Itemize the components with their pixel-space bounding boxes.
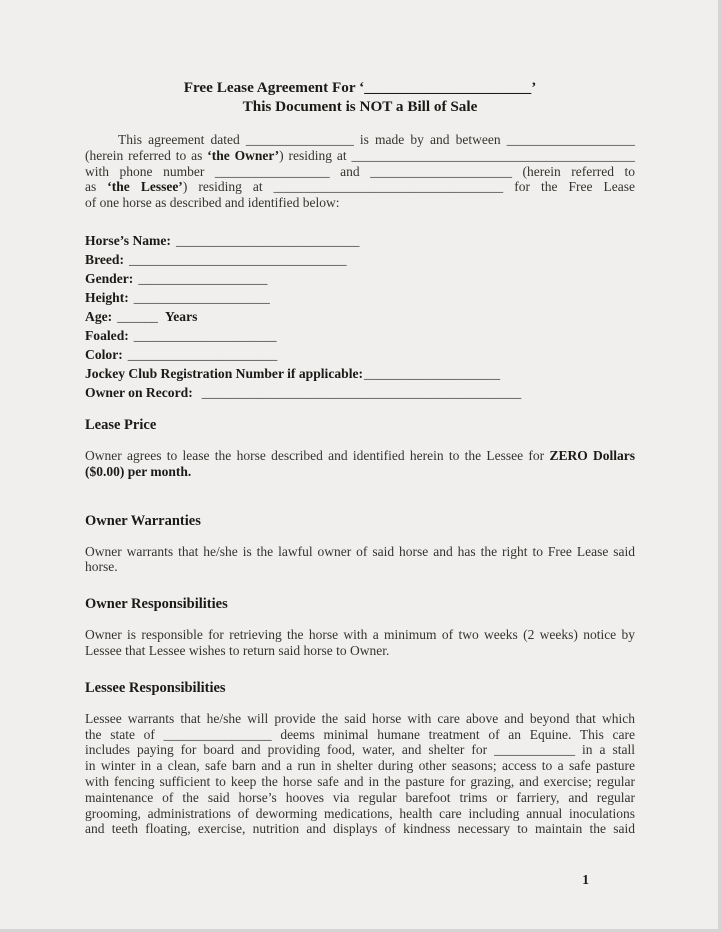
body-text: Owner agrees to lease the horse described and identified herein to the Lessee for [85, 447, 550, 463]
age-row [85, 307, 635, 326]
intro-text: (herein referred to as [85, 147, 208, 163]
field-label: Height: [85, 289, 129, 305]
lessee-address-blank: __________________________________ [273, 179, 504, 195]
document-header [85, 78, 635, 116]
lessee-term: ‘the Lessee’ [107, 179, 183, 195]
lessee-line-1: Lessee warrants that he/she will provide the said horse with care above and beyond that which [85, 710, 635, 726]
lessee-responsibilities-heading: Lessee Responsibilities [85, 679, 226, 696]
field-label: Breed: [85, 251, 125, 267]
state-blank: ________________ [163, 726, 272, 742]
height-blank: ____________________ [133, 289, 270, 305]
horse-details-section [85, 231, 635, 402]
page-number: 1 [582, 872, 589, 888]
field-label: Horse’s Name: [85, 232, 171, 248]
lease-price-paragraph [85, 448, 635, 480]
field-label: Owner on Record: [85, 384, 193, 400]
lessee-responsibilities-paragraph [85, 711, 635, 837]
field-label: Foaled: [85, 327, 129, 343]
phone-blank: _________________ [214, 163, 330, 179]
owner-warranties-paragraph [85, 544, 635, 576]
lessee-line-6: maintenance of the said horse’s hooves via regular barefoot trims or farriery, and regular [85, 789, 635, 805]
breed-row [85, 250, 635, 269]
lessee-line-3 [85, 742, 635, 758]
intro-line-1 [85, 132, 635, 148]
owner-on-record-row [85, 383, 635, 402]
horse-name-blank: ___________________________ [175, 232, 360, 248]
lessee-line-2 [85, 727, 635, 743]
title-closing-quote: ’ [531, 79, 537, 96]
gender-blank: ___________________ [138, 270, 268, 286]
intro-text: with phone number [85, 163, 215, 179]
field-label: Gender: [85, 270, 134, 286]
registration-number-blank: ____________________ [364, 365, 500, 381]
lease-price-heading: Lease Price [85, 416, 157, 433]
intro-text: and [329, 163, 371, 179]
body-text: includes paying for board and providing food, water, and shelter for [85, 742, 495, 758]
intro-text: (herein referred to [511, 163, 635, 179]
date-blank: ________________ [245, 132, 354, 147]
field-label: Age: [85, 308, 113, 324]
title-text: Free Lease Agreement For ‘ [183, 79, 365, 96]
owner-name-blank: ___________________ [506, 132, 635, 147]
age-blank: ______ [117, 308, 158, 324]
owner-responsibilities-line-2: Lessee that Lessee wishes to return said horse to Owner. [85, 642, 390, 658]
foaled-blank: _____________________ [133, 327, 277, 343]
body-text: the state of [85, 726, 164, 742]
zero-dollars-emphasis: ZERO Dollars [549, 447, 635, 463]
owner-responsibilities-line-1: Owner is responsible for retrieving the horse with a minimum of two weeks (2 weeks) notice by [85, 627, 635, 643]
lessee-name-blank: _____________________ [370, 163, 512, 179]
jockey-club-registration-row [85, 364, 635, 383]
intro-line-2 [85, 148, 635, 164]
color-blank: ______________________ [127, 346, 278, 362]
height-row [85, 288, 635, 307]
owner-warranties-heading: Owner Warranties [85, 512, 201, 529]
document-title-line1 [85, 78, 635, 97]
intro-line-4 [85, 179, 635, 195]
intro-paragraph [85, 132, 635, 211]
document-subtitle: This Document is NOT a Bill of Sale [242, 98, 478, 115]
lease-price-line-2 [85, 464, 635, 480]
shelter-blank: ____________ [494, 742, 576, 758]
intro-text: for the Free Lease [503, 179, 635, 195]
foaled-row [85, 326, 635, 345]
color-row [85, 345, 635, 364]
owner-term: ‘the Owner’ [207, 147, 280, 163]
owner-on-record-blank: _______________________________________________ [201, 384, 522, 400]
horse-name-row [85, 231, 635, 250]
owner-warranties-line-1: Owner warrants that he/she is the lawful owner of said horse and has the right to Free Lease said [85, 543, 635, 559]
age-units-label: Years [164, 308, 198, 324]
intro-line-5: of one horse as described and identified below: [85, 195, 340, 211]
owner-warranties-line-2: horse. [85, 559, 118, 575]
per-month-emphasis: ($0.00) per month. [85, 463, 192, 479]
lease-price-line-1 [85, 448, 635, 464]
lessee-line-4: in winter in a clean, safe barn and a run in shelter during other seasons; access to a safe pasture [85, 758, 635, 774]
intro-text: as [85, 179, 108, 195]
body-text: deems minimal humane treatment of an Equine. This care [271, 726, 635, 742]
intro-text: ) residing at [279, 147, 352, 163]
intro-line-3 [85, 164, 635, 180]
body-text: in a stall [575, 742, 635, 758]
intro-text: is made by and between [353, 132, 507, 147]
title-fill-in-blank: ______________________ [364, 79, 532, 96]
field-label: Jockey Club Registration Number if applicable: [85, 365, 364, 381]
owner-responsibilities-paragraph [85, 627, 635, 659]
intro-text: This agreement dated [118, 132, 246, 147]
lessee-line-7: grooming, administrations of deworming medications, health care including annual inoculations [85, 805, 635, 821]
breed-blank: ________________________________ [129, 251, 347, 267]
gender-row [85, 269, 635, 288]
lessee-line-5: with fencing sufficient to keep the horse safe and in the pasture for grazing, and exercise; regular [85, 773, 635, 789]
field-label: Color: [85, 346, 123, 362]
lessee-line-8: and teeth floating, exercise, nutrition and displays of kindness necessary to maintain the said [85, 821, 635, 837]
intro-text: ) residing at [182, 179, 274, 195]
owner-responsibilities-heading: Owner Responsibilities [85, 596, 228, 613]
owner-address-blank: __________________________________________ [351, 147, 635, 163]
